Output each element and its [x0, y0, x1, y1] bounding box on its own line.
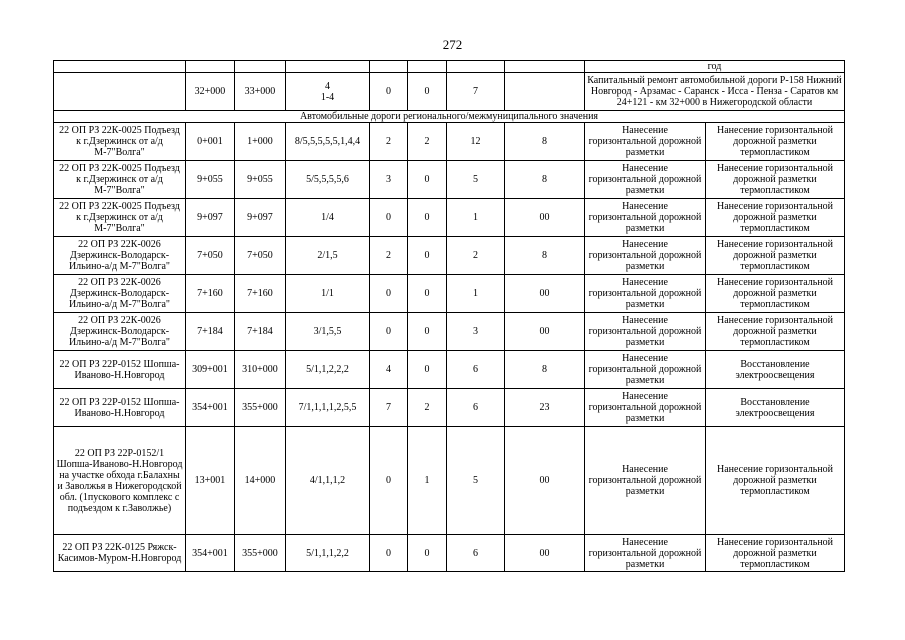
count-d-cell: 00: [505, 313, 585, 351]
work-detail-cell: Восстановление электроосвещения: [706, 351, 845, 389]
km-to-cell: 1+000: [235, 123, 286, 161]
spec-cell: 5/5,5,5,5,6: [286, 161, 370, 199]
table-body: [54, 61, 845, 572]
km-to-cell: 310+000: [235, 351, 286, 389]
work-type-cell: Нанесение горизонтальной дорожной разметки: [585, 389, 706, 427]
km-to-cell: 7+184: [235, 313, 286, 351]
km-to-cell: 355+000: [235, 389, 286, 427]
km-from-cell: 9+097: [186, 199, 235, 237]
table-row: [54, 427, 845, 535]
count-a-cell: 7: [370, 389, 408, 427]
top-row-a: 0: [370, 73, 408, 111]
count-a-cell: 0: [370, 313, 408, 351]
count-a-cell: 0: [370, 427, 408, 535]
table-row: [54, 199, 845, 237]
count-d-cell: 23: [505, 389, 585, 427]
count-c-cell: 6: [447, 389, 505, 427]
table-row: [54, 389, 845, 427]
top-row-description: Капитальный ремонт автомобильной дороги Р-158 Нижний Новгород - Арзамас - Саранск - Исса - Пенза - Саратов км 24+121 - км 32+000 в Нижегородской области: [585, 73, 845, 111]
count-d-cell: 00: [505, 275, 585, 313]
header-cell: [235, 61, 286, 73]
work-type-cell: Нанесение горизонтальной дорожной разметки: [585, 351, 706, 389]
road-name-cell: 22 ОП РЗ 22К-0025 Подъезд к г.Дзержинск от а/д М-7"Волга": [54, 123, 186, 161]
count-a-cell: 2: [370, 123, 408, 161]
work-type-cell: Нанесение горизонтальной дорожной разметки: [585, 161, 706, 199]
header-cell-year: год: [585, 61, 845, 73]
count-b-cell: 0: [408, 199, 447, 237]
road-name-cell: 22 ОП РЗ 22К-0025 Подъезд к г.Дзержинск от а/д М-7"Волга": [54, 161, 186, 199]
km-to-cell: 9+055: [235, 161, 286, 199]
work-detail-cell: Восстановление электроосвещения: [706, 389, 845, 427]
section-row: [54, 111, 845, 123]
count-b-cell: 1: [408, 427, 447, 535]
section-title: Автомобильные дороги регионального/межмуниципального значения: [54, 111, 845, 123]
count-a-cell: 3: [370, 161, 408, 199]
work-detail-cell: Нанесение горизонтальной дорожной разметки термопластиком: [706, 427, 845, 535]
table-row: [54, 351, 845, 389]
header-cell: [505, 61, 585, 73]
count-b-cell: 0: [408, 535, 447, 572]
spec-cell: 1/4: [286, 199, 370, 237]
spec-cell: 2/1,5: [286, 237, 370, 275]
work-type-cell: Нанесение горизонтальной дорожной разметки: [585, 313, 706, 351]
work-detail-cell: Нанесение горизонтальной дорожной разметки термопластиком: [706, 313, 845, 351]
count-c-cell: 1: [447, 275, 505, 313]
count-b-cell: 0: [408, 237, 447, 275]
table-row: [54, 313, 845, 351]
spec-cell: 7/1,1,1,1,2,5,5: [286, 389, 370, 427]
spec-cell: 8/5,5,5,5,5,1,4,4: [286, 123, 370, 161]
table-row: [54, 535, 845, 572]
top-row: [54, 73, 845, 111]
header-cell: [447, 61, 505, 73]
count-d-cell: 8: [505, 123, 585, 161]
count-c-cell: 1: [447, 199, 505, 237]
header-cell: [408, 61, 447, 73]
work-detail-cell: Нанесение горизонтальной дорожной разметки термопластиком: [706, 535, 845, 572]
spec-cell: 1/1: [286, 275, 370, 313]
count-d-cell: 8: [505, 237, 585, 275]
count-b-cell: 0: [408, 275, 447, 313]
road-name-cell: 22 ОП РЗ 22К-0125 Ряжск-Касимов-Муром-Н.Новгород: [54, 535, 186, 572]
km-from-cell: 309+001: [186, 351, 235, 389]
work-detail-cell: Нанесение горизонтальной дорожной разметки термопластиком: [706, 237, 845, 275]
top-row-spec: 4 1-4: [286, 73, 370, 111]
work-detail-cell: Нанесение горизонтальной дорожной разметки термопластиком: [706, 275, 845, 313]
count-b-cell: 0: [408, 351, 447, 389]
work-type-cell: Нанесение горизонтальной дорожной разметки: [585, 123, 706, 161]
road-name-cell: 22 ОП РЗ 22К-0025 Подъезд к г.Дзержинск от а/д М-7"Волга": [54, 199, 186, 237]
top-row-to: 33+000: [235, 73, 286, 111]
km-to-cell: 14+000: [235, 427, 286, 535]
header-cell: [54, 61, 186, 73]
count-c-cell: 5: [447, 427, 505, 535]
count-b-cell: 2: [408, 123, 447, 161]
count-a-cell: 0: [370, 199, 408, 237]
spec-cell: 5/1,1,1,2,2: [286, 535, 370, 572]
count-d-cell: 00: [505, 535, 585, 572]
header-cell: [286, 61, 370, 73]
count-a-cell: 4: [370, 351, 408, 389]
road-name-cell: 22 ОП РЗ 22Р-0152 Шопша-Иваново-Н.Новгород: [54, 351, 186, 389]
top-row-c: 7: [447, 73, 505, 111]
work-type-cell: Нанесение горизонтальной дорожной разметки: [585, 427, 706, 535]
page-number: 272: [442, 37, 463, 52]
spec-cell: 4/1,1,1,2: [286, 427, 370, 535]
count-d-cell: 8: [505, 351, 585, 389]
spec-cell: 5/1,1,2,2,2: [286, 351, 370, 389]
count-c-cell: 6: [447, 351, 505, 389]
count-a-cell: 2: [370, 237, 408, 275]
header-cell: [370, 61, 408, 73]
work-detail-cell: Нанесение горизонтальной дорожной разметки термопластиком: [706, 123, 845, 161]
table-row: [54, 275, 845, 313]
header-row: [54, 61, 845, 73]
count-a-cell: 0: [370, 275, 408, 313]
km-from-cell: 354+001: [186, 389, 235, 427]
road-name-cell: 22 ОП РЗ 22Р-0152/1 Шопша-Иваново-Н.Новгород на участке обхода г.Балахны и Заволжья в Нижегородской обл. (1пускового комплекс с подъездом к г.Заволжье): [54, 427, 186, 535]
km-from-cell: 354+001: [186, 535, 235, 572]
road-name-cell: 22 ОП РЗ 22К-0026 Дзержинск-Володарск-Ильино-а/д М-7"Волга": [54, 275, 186, 313]
km-to-cell: 9+097: [235, 199, 286, 237]
top-row-road: [54, 73, 186, 111]
table-row: [54, 237, 845, 275]
work-detail-cell: Нанесение горизонтальной дорожной разметки термопластиком: [706, 199, 845, 237]
km-to-cell: 7+050: [235, 237, 286, 275]
count-d-cell: 00: [505, 199, 585, 237]
km-from-cell: 7+050: [186, 237, 235, 275]
road-name-cell: 22 ОП РЗ 22Р-0152 Шопша-Иваново-Н.Новгород: [54, 389, 186, 427]
work-detail-cell: Нанесение горизонтальной дорожной разметки термопластиком: [706, 161, 845, 199]
top-row-b: 0: [408, 73, 447, 111]
km-from-cell: 0+001: [186, 123, 235, 161]
count-b-cell: 0: [408, 161, 447, 199]
header-cell: [186, 61, 235, 73]
spec-cell: 3/1,5,5: [286, 313, 370, 351]
work-type-cell: Нанесение горизонтальной дорожной разметки: [585, 237, 706, 275]
count-c-cell: 12: [447, 123, 505, 161]
road-name-cell: 22 ОП РЗ 22К-0026 Дзержинск-Володарск-Ильино-а/д М-7"Волга": [54, 313, 186, 351]
road-works-table: [53, 60, 845, 572]
work-type-cell: Нанесение горизонтальной дорожной разметки: [585, 199, 706, 237]
km-from-cell: 7+160: [186, 275, 235, 313]
work-type-cell: Нанесение горизонтальной дорожной разметки: [585, 275, 706, 313]
top-row-from: 32+000: [186, 73, 235, 111]
count-a-cell: 0: [370, 535, 408, 572]
count-c-cell: 3: [447, 313, 505, 351]
km-from-cell: 13+001: [186, 427, 235, 535]
km-to-cell: 7+160: [235, 275, 286, 313]
road-name-cell: 22 ОП РЗ 22К-0026 Дзержинск-Володарск-Ильино-а/д М-7"Волга": [54, 237, 186, 275]
count-c-cell: 2: [447, 237, 505, 275]
work-type-cell: Нанесение горизонтальной дорожной разметки: [585, 535, 706, 572]
count-b-cell: 2: [408, 389, 447, 427]
km-from-cell: 9+055: [186, 161, 235, 199]
count-c-cell: 5: [447, 161, 505, 199]
km-from-cell: 7+184: [186, 313, 235, 351]
count-b-cell: 0: [408, 313, 447, 351]
top-row-d: [505, 73, 585, 111]
table-row: [54, 161, 845, 199]
table-row: [54, 123, 845, 161]
count-d-cell: 8: [505, 161, 585, 199]
count-d-cell: 00: [505, 427, 585, 535]
count-c-cell: 6: [447, 535, 505, 572]
km-to-cell: 355+000: [235, 535, 286, 572]
